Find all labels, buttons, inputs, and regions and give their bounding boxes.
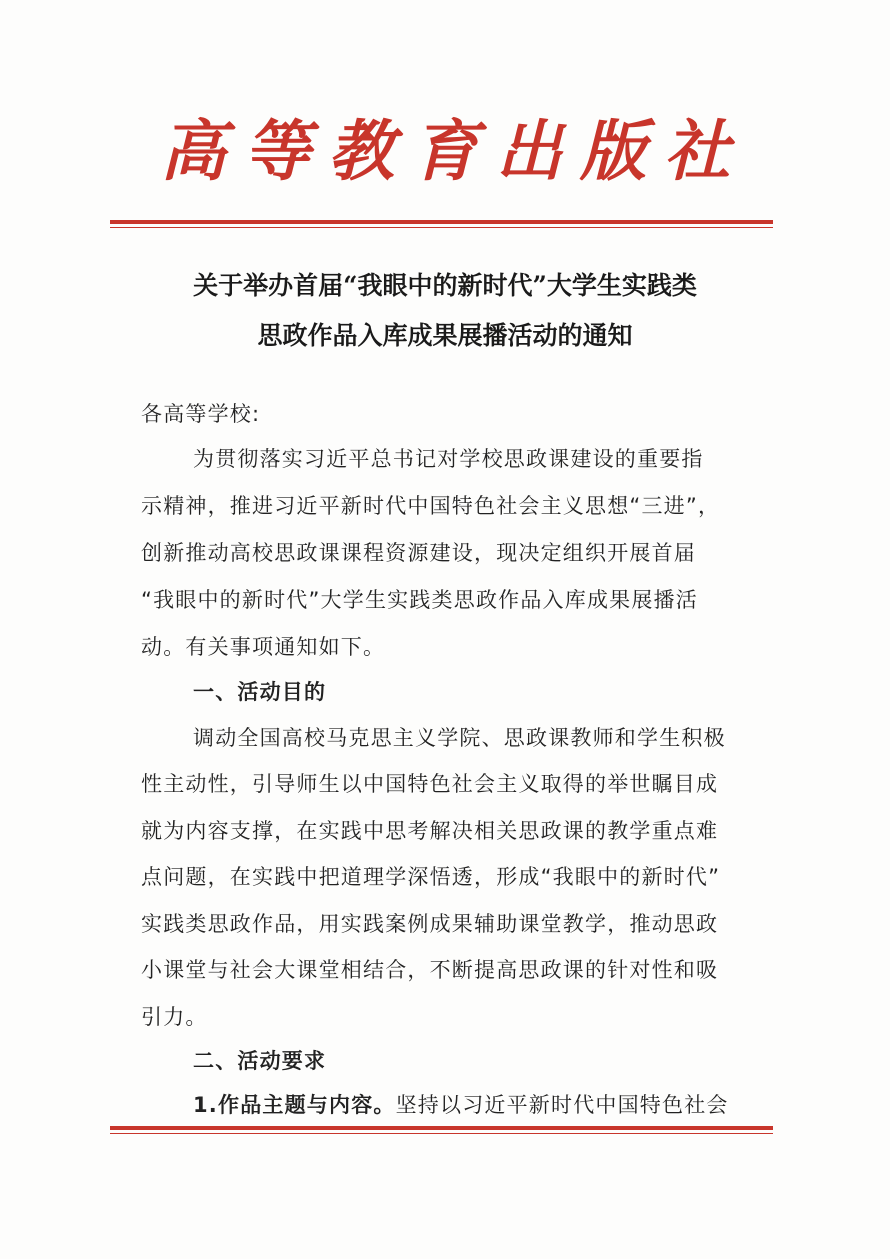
letterhead-top-rule (110, 220, 773, 228)
publisher-letterhead: 高等教育出版社 (160, 112, 748, 190)
purpose-line: 调动全国高校马克思主义学院、思政课教师和学生积极 (193, 726, 726, 750)
purpose-line: 小课堂与社会大课堂相结合，不断提高思政课的针对性和吸 (141, 958, 719, 982)
requirement-item-1-text: 坚持以习近平新时代中国特色社会 (395, 1093, 729, 1117)
purpose-line: 实践类思政作品，用实践案例成果辅助课堂教学，推动思政 (141, 912, 719, 936)
intro-line: 动。有关事项通知如下。 (141, 635, 386, 659)
purpose-line: 性主动性，引导师生以中国特色社会主义取得的举世瞩目成 (141, 772, 719, 796)
requirement-item-1 (193, 1089, 729, 1119)
purpose-line: 引力。 (141, 1005, 208, 1029)
purpose-line: 就为内容支撑，在实践中思考解决相关思政课的教学重点难 (141, 819, 719, 843)
notice-title-line-2: 思政作品入库成果展播活动的通知 (257, 321, 633, 350)
intro-line: 示精神，推进习近平新时代中国特色社会主义思想“三进”， (141, 494, 721, 518)
salutation: 各高等学校: (141, 402, 261, 426)
intro-line: 创新推动高校思政课课程资源建设，现决定组织开展首届 (141, 541, 696, 565)
notice-title-line-1: 关于举办首届“我眼中的新时代”大学生实践类 (193, 271, 697, 300)
intro-line: “我眼中的新时代”大学生实践类思政作品入库成果展播活 (141, 588, 698, 612)
purpose-line: 点问题，在实践中把道理学深悟透，形成“我眼中的新时代” (141, 865, 721, 889)
intro-line: 为贯彻落实习近平总书记对学校思政课建设的重要指 (193, 447, 704, 471)
section-heading-requirements: 二、活动要求 (193, 1049, 327, 1073)
requirement-item-1-label: 1.作品主题与内容。 (193, 1093, 396, 1117)
section-heading-purpose: 一、活动目的 (193, 680, 327, 704)
letterhead-bottom-rule (110, 1126, 773, 1134)
